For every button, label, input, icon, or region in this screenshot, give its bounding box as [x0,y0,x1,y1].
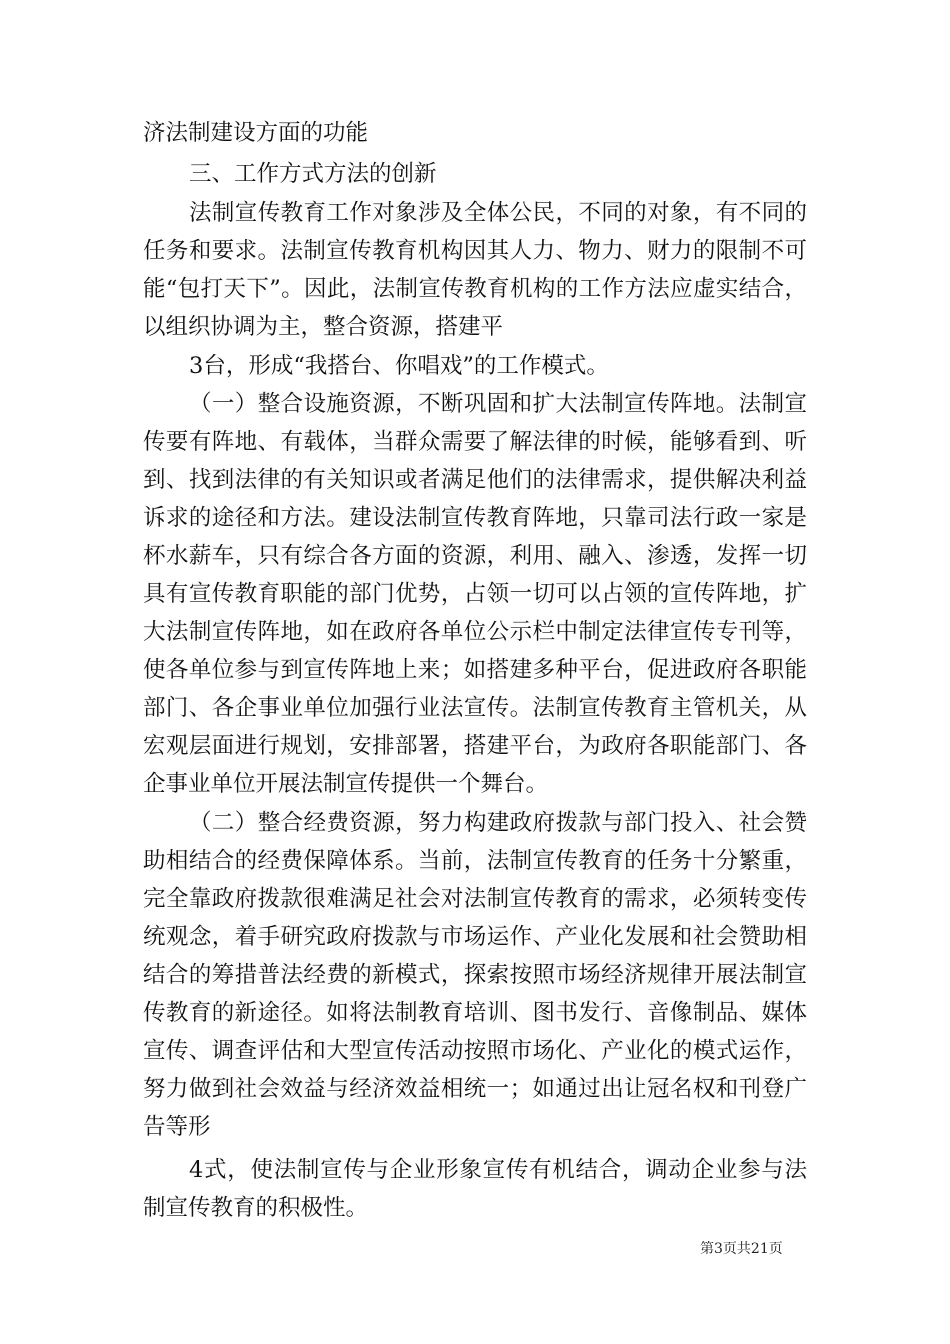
text-line: 4式，使法制宣传与企业形象宣传有机结合，调动企业参与法 [189,1157,807,1183]
text-line: 能“包打天下”。因此，法制宣传教育机构的工作方法应虚实结合， [143,276,807,302]
text-line: 企事业单位开展法制宣传提供一个舞台。 [143,771,549,797]
text-line: 告等形 [143,1114,211,1140]
text-line: 诉求的途径和方法。建设法制宣传教育阵地，只靠司法行政一家是 [143,505,807,531]
text-line: 结合的筹措普法经费的新模式，探索按照市场经济规律开展法制宣 [143,962,807,988]
text-line: 宏观层面进行规划，安排部署，搭建平台，为政府各职能部门、各 [143,733,807,759]
text-line: 部门、各企事业单位加强行业法宣传。法制宣传教育主管机关，从 [143,695,807,721]
text-line: 杯水薪车，只有综合各方面的资源，利用、融入、渗透，发挥一切 [143,543,807,569]
text-line: 制宣传教育的积极性。 [143,1195,369,1221]
text-line: 使各单位参与到宣传阵地上来；如搭建多种平台，促进政府各职能 [143,657,807,683]
text-line: 任务和要求。法制宣传教育机构因其人力、物力、财力的限制不可 [143,238,807,264]
text-line: 努力做到社会效益与经济效益相统一；如通过出让冠名权和刊登广 [143,1076,807,1102]
section-heading: 三、工作方式方法的创新 [189,161,437,187]
text-line: 传要有阵地、有载体，当群众需要了解法律的时候，能够看到、听 [143,429,807,455]
text-line: 法制宣传教育工作对象涉及全体公民，不同的对象，有不同的 [189,200,807,226]
text-line: 济法制建设方面的功能 [143,120,369,146]
text-line: 助相结合的经费保障体系。当前，法制宣传教育的任务十分繁重， [143,848,807,874]
text-line: 具有宣传教育职能的部门优势，占领一切可以占领的宣传阵地，扩 [143,581,807,607]
text-line: 3台，形成“我搭台、你唱戏”的工作模式。 [189,353,609,379]
text-line: 统观念，着手研究政府拨款与市场运作、产业化发展和社会赞助相 [143,924,807,950]
text-line: 大法制宣传阵地，如在政府各单位公示栏中制定法律宣传专刊等， [143,619,807,645]
text-line: （一）整合设施资源，不断巩固和扩大法制宣传阵地。法制宣 [189,391,807,417]
text-line: 以组织协调为主，整合资源，搭建平 [143,314,504,340]
text-line: 完全靠政府拨款很难满足社会对法制宣传教育的需求，必须转变传 [143,886,807,912]
text-line: 传教育的新途径。如将法制教育培训、图书发行、音像制品、媒体 [143,1000,807,1026]
page-number: 第3页共21页 [700,1241,783,1257]
text-line: （二）整合经费资源，努力构建政府拨款与部门投入、社会赞 [189,810,807,836]
text-line: 宣传、调查评估和大型宣传活动按照市场化、产业化的模式运作， [143,1038,807,1064]
text-line: 到、找到法律的有关知识或者满足他们的法律需求，提供解决利益 [143,467,807,493]
